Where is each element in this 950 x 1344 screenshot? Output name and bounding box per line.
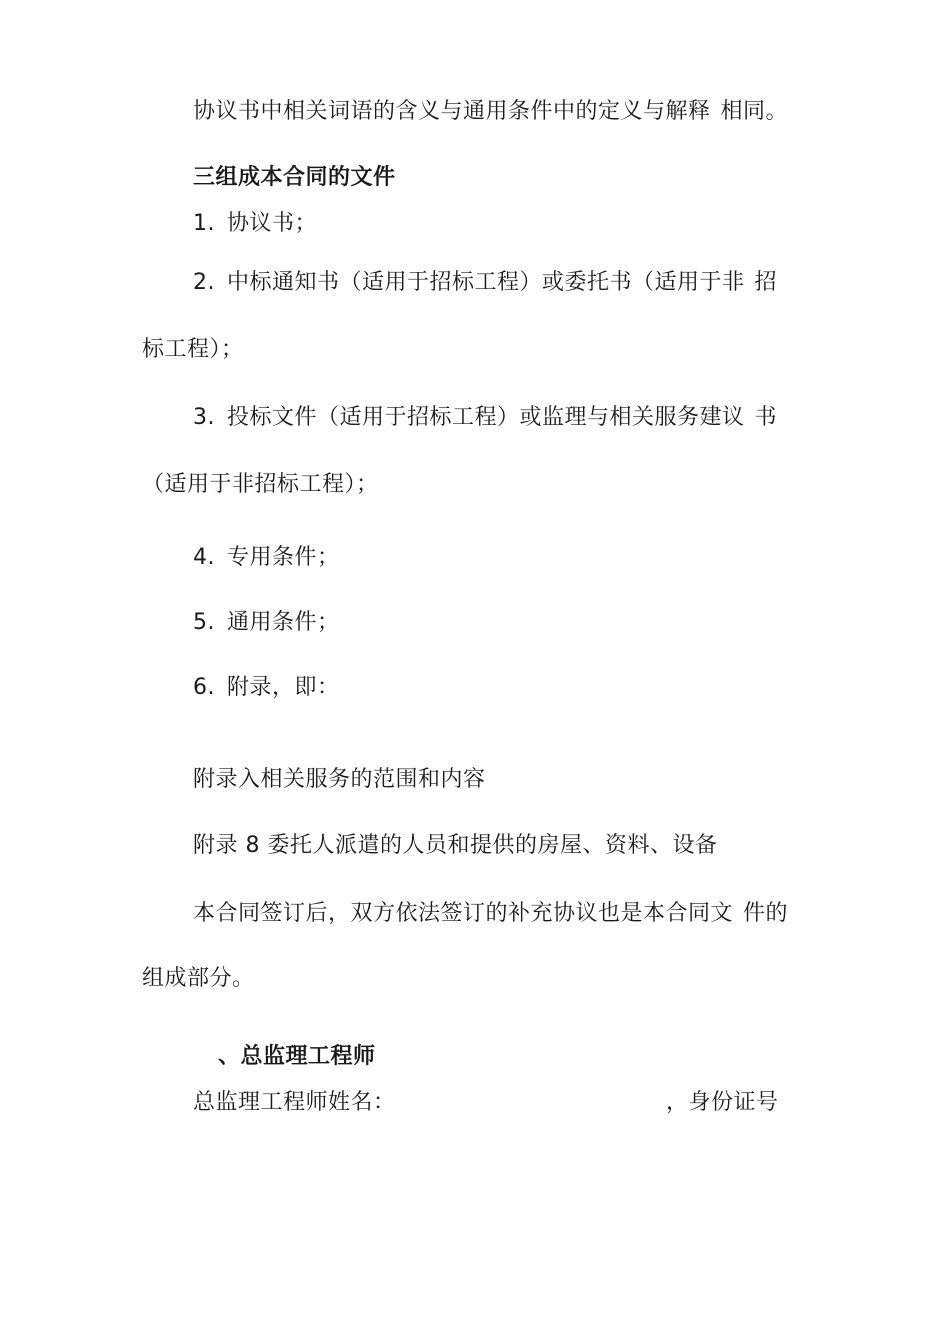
engineer-name-label: 总监理工程师姓名： (193, 1090, 396, 1115)
section-heading-4: 、总监理工程师 (218, 1044, 376, 1069)
list-item-4: 4. 专用条件； (193, 545, 340, 570)
list-item-2: 2. 中标通知书（适用于招标工程）或委托书（适用于非 招 (193, 270, 778, 295)
paragraph-supplementary-continued: 组成部分。 (142, 966, 255, 991)
section-heading-3: 三组成本合同的文件 (193, 165, 396, 190)
list-item-6: 6. 附录，即： (193, 675, 340, 700)
id-number-label: ，身份证号 (666, 1090, 779, 1115)
list-item-5: 5. 通用条件； (193, 610, 340, 635)
appendix-b: 附录 8 委托人派遣的人员和提供的房屋、资料、设备 (193, 833, 718, 858)
list-item-3: 3. 投标文件（适用于招标工程）或监理与相关服务建议 书 (193, 405, 778, 430)
list-item-2-continued: 标工程）； (142, 337, 244, 362)
paragraph-supplementary: 本合同签订后，双方依法签订的补充协议也是本合同文 件的 (193, 901, 789, 926)
list-item-3-continued: （适用于非招标工程）； (142, 472, 379, 497)
paragraph-definitions: 协议书中相关词语的含义与通用条件中的定义与解释 相同。 (193, 99, 789, 124)
appendix-a: 附录入相关服务的范围和内容 (193, 767, 486, 792)
list-item-1: 1. 协议书； (193, 211, 318, 236)
